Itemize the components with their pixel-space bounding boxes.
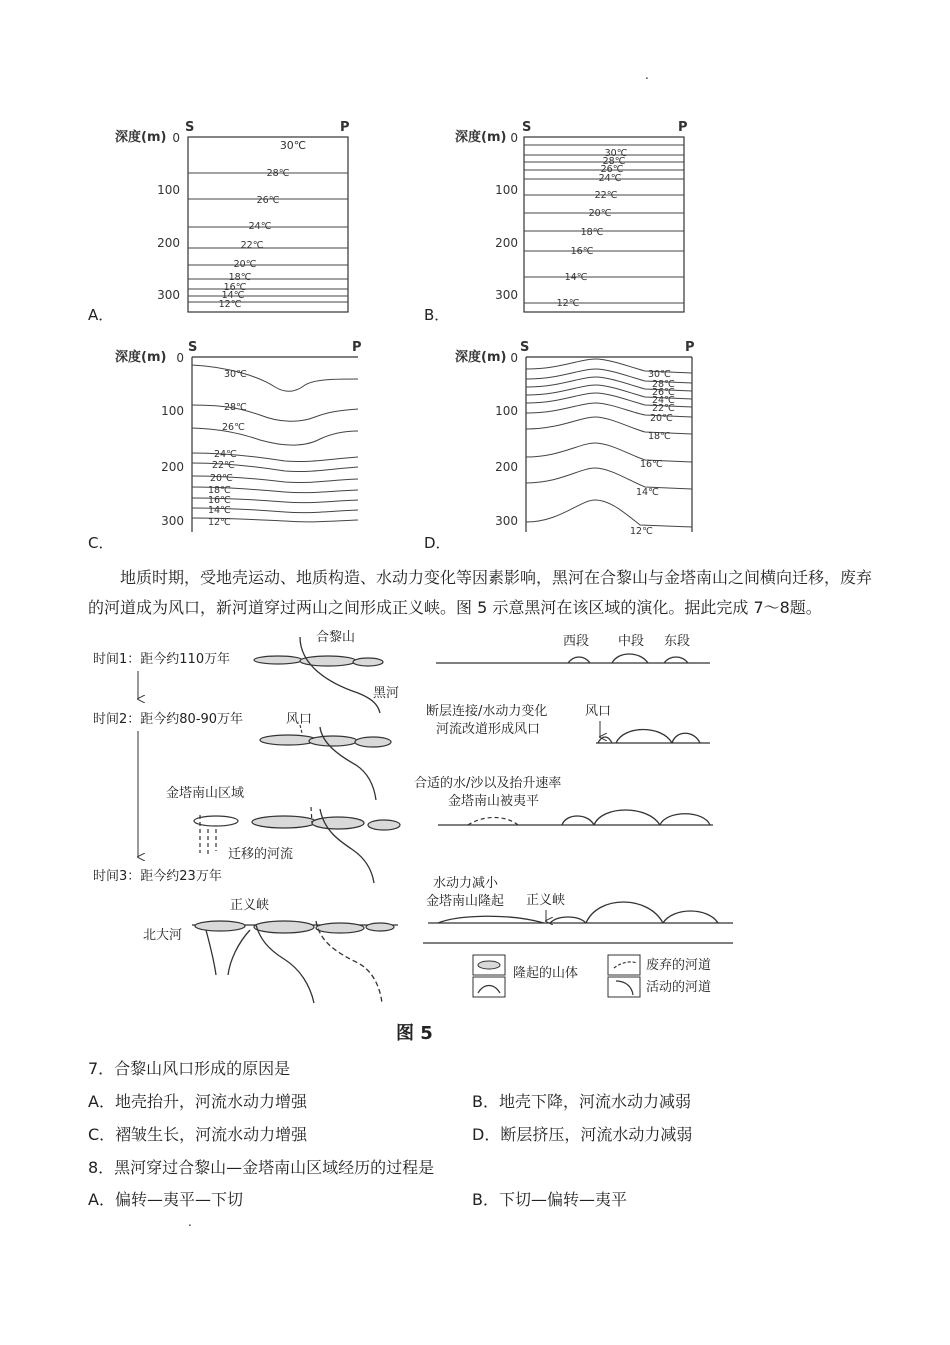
helishan-label: 合黎山 (316, 630, 356, 645)
zhengyixia-label: 正义峡 (230, 898, 270, 913)
isotherm-label: 12℃ (556, 298, 580, 309)
end-p: P (340, 120, 350, 135)
east-label: 东段 (664, 634, 691, 649)
profile3-line2: 金塔南山被夷平 (448, 794, 540, 809)
tick-label: 100 (161, 404, 184, 418)
fengkou-label: 风口 (286, 712, 313, 727)
tick-label: 0 (510, 351, 518, 365)
isotherm-label: 26℃ (652, 387, 675, 398)
legend-active: 活动的河道 (646, 980, 712, 995)
tick-label: 200 (495, 236, 518, 250)
end-s: S (522, 120, 532, 135)
end-s: S (188, 340, 198, 355)
tick-label: 300 (495, 514, 518, 528)
end-s: S (185, 120, 195, 135)
stray-dot: . (645, 68, 649, 82)
isotherm-label: 14℃ (221, 290, 245, 301)
isotherm-label: 28℃ (266, 168, 290, 179)
q7-option-c: C．褶皱生长，河流水动力增强 (88, 1125, 308, 1144)
isotherm-label: 28℃ (602, 156, 626, 167)
isotherm-label: 26℃ (600, 164, 624, 175)
passage: 地质时期，受地壳运动、地质构造、水动力变化等因素影响，黑河在合黎山与金塔南山之间横向迁移，废弃的河道成为风口，新河道穿过两山之间形成正义峡。图 5 示意黑河在该区域的演化。据此完成 7～8题。 (88, 568, 873, 617)
q8-option-b: B．下切—偏转—夷平 (472, 1190, 627, 1209)
time2-label: 时间2：距今约80-90万年 (93, 712, 244, 727)
isotherm-label: 14℃ (636, 487, 659, 498)
legend-uplift: 隆起的山体 (513, 966, 579, 981)
migrated-river-label: 迁移的河流 (228, 847, 294, 862)
isotherm-label: 12℃ (208, 517, 231, 528)
isotherm-label: 28℃ (224, 402, 247, 413)
isotherm-label: 18℃ (648, 431, 671, 442)
isotherm-label: 16℃ (223, 282, 247, 293)
west-label: 西段 (563, 634, 590, 649)
tick-label: 100 (495, 404, 518, 418)
profile4-line2: 金塔南山隆起 (426, 894, 505, 909)
profile2-line2: 河流改道形成风口 (436, 722, 541, 737)
isotherm-label: 26℃ (222, 422, 245, 433)
beidahe-label: 北大河 (143, 928, 183, 943)
isotherm-label: 12℃ (218, 299, 242, 310)
profile2-line1: 断层连接/水动力变化 (426, 704, 548, 719)
isotherm-label: 24℃ (598, 173, 622, 184)
end-s: S (520, 340, 530, 355)
isotherm-label: 14℃ (208, 505, 231, 516)
depth-label: 深度(m) (115, 130, 167, 145)
time3-label: 时间3：距今约23万年 (93, 869, 222, 884)
chart-c (100, 335, 375, 540)
figure-caption: 图 5 (396, 1023, 433, 1044)
isotherm-label: 30℃ (648, 369, 671, 380)
end-p: P (678, 120, 688, 135)
stray-dot: . (188, 1215, 192, 1229)
isotherm-label: 16℃ (570, 246, 594, 257)
legend-abandoned: 废弃的河道 (646, 958, 712, 973)
q8-option-a: A．偏转—夷平—下切 (88, 1190, 243, 1209)
isotherm-label: 22℃ (652, 403, 675, 414)
tick-label: 0 (176, 351, 184, 365)
q7-option-a: A．地壳抬升，河流水动力增强 (88, 1092, 307, 1111)
chart-b (440, 115, 710, 320)
isotherm-label: 24℃ (214, 449, 237, 460)
profile4-zhengyixia: 正义峡 (526, 893, 566, 908)
chart-d (440, 335, 715, 545)
question-8-stem: 8．黑河穿过合黎山—金塔南山区域经历的过程是 (88, 1158, 435, 1177)
depth-label: 深度(m) (455, 350, 507, 365)
option-d-label: D． (424, 534, 451, 552)
tick-label: 0 (172, 131, 180, 145)
isotherm-label: 22℃ (212, 460, 235, 471)
tick-label: 200 (161, 460, 184, 474)
isotherm-label: 22℃ (240, 240, 264, 251)
tick-label: 200 (495, 460, 518, 474)
q7-option-b: B．地壳下降，河流水动力减弱 (472, 1092, 691, 1111)
option-a-label: A． (88, 306, 114, 324)
isotherm-label: 20℃ (588, 208, 612, 219)
jintanan-region-label: 金塔南山区域 (166, 786, 245, 801)
tick-label: 100 (157, 183, 180, 197)
tick-label: 0 (510, 131, 518, 145)
chart-a (100, 115, 370, 320)
isotherm-label: 22℃ (594, 190, 618, 201)
tick-label: 200 (157, 236, 180, 250)
isotherm-label: 26℃ (256, 195, 280, 206)
middle-label: 中段 (618, 634, 645, 649)
isotherm-label: 30℃ (224, 369, 247, 380)
isotherm-label: 24℃ (248, 221, 272, 232)
q7-option-d: D．断层挤压，河流水动力减弱 (472, 1125, 693, 1144)
profile2-fengkou: 风口 (585, 704, 612, 719)
time1-label: 时间1：距今约110万年 (93, 652, 231, 667)
isotherm-label: 18℃ (228, 272, 252, 283)
profile4-line1: 水动力减小 (433, 876, 499, 891)
figure-5 (88, 625, 738, 1050)
isotherm-label: 30℃ (279, 139, 307, 152)
isotherm-label: 16℃ (208, 495, 231, 506)
depth-label: 深度(m) (455, 130, 507, 145)
isotherm-label: 20℃ (233, 259, 257, 270)
isotherm-label: 20℃ (210, 473, 233, 484)
heihe-label: 黑河 (373, 686, 400, 701)
isotherm-label: 28℃ (652, 379, 675, 390)
tick-label: 300 (161, 514, 184, 528)
tick-label: 300 (495, 288, 518, 302)
isotherm-label: 30℃ (604, 148, 628, 159)
end-p: P (685, 340, 695, 355)
end-p: P (352, 340, 362, 355)
isotherm-label: 18℃ (580, 227, 604, 238)
question-7-stem: 7．合黎山风口形成的原因是 (88, 1059, 291, 1078)
isotherm-label: 20℃ (650, 413, 673, 424)
isotherm-label: 12℃ (630, 526, 653, 537)
option-b-label: B． (424, 306, 450, 324)
isotherm-label: 24℃ (652, 395, 675, 406)
tick-label: 300 (157, 288, 180, 302)
profile3-line1: 合适的水/沙以及抬升速率 (414, 776, 562, 791)
tick-label: 100 (495, 183, 518, 197)
option-c-label: C． (88, 534, 114, 552)
depth-label: 深度(m) (115, 350, 167, 365)
isotherm-label: 18℃ (208, 485, 231, 496)
isotherm-label: 14℃ (564, 272, 588, 283)
isotherm-label: 16℃ (640, 459, 663, 470)
